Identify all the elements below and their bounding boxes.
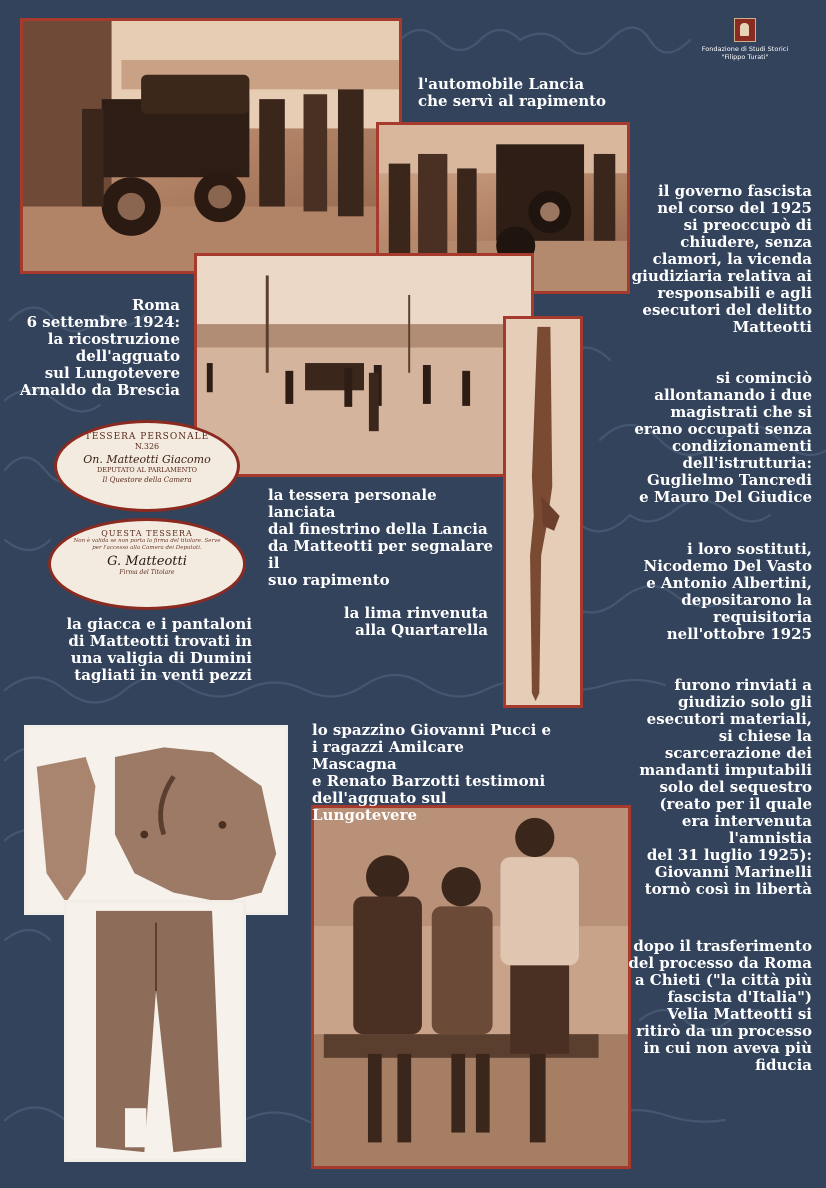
photo-lima-file bbox=[503, 316, 583, 708]
tessera-name: On. Matteotti Giacomo bbox=[83, 453, 211, 466]
caption-lancia-car: l'automobile Lancia che servì al rapimento bbox=[418, 75, 607, 110]
foundation-logo bbox=[690, 18, 800, 61]
tessera-number: N.326 bbox=[134, 442, 160, 451]
tessera-back-text: Non è valida se non porta la firma del titolare. Serve per l'accesso alla Camera dei Deputati. bbox=[73, 538, 221, 551]
logo-line-2: "Filippo Turati" bbox=[721, 53, 769, 61]
caption-rome-reconstruction: Roma 6 settembre 1924: la ricostruzione dell'agguato sul Lungotevere Arnaldo da Brescia bbox=[19, 296, 180, 399]
tessera-signature: G. Matteotti bbox=[107, 554, 187, 569]
tessera-card bbox=[48, 420, 246, 610]
foundation-logo-icon bbox=[734, 18, 756, 42]
photo-witnesses bbox=[311, 805, 631, 1169]
narrative-paragraph-3: i loro sostituti, Nicodemo Del Vasto e Antonio Albertini, depositarono la requisitoria nell'ottobre 1925 bbox=[643, 540, 812, 643]
photo-trousers bbox=[64, 900, 246, 1162]
caption-tessera: la tessera personale lanciata dal finestrino della Lancia da Matteotti per segnalare il suo rapimento bbox=[268, 486, 494, 589]
tessera-title: TESSERA PERSONALE bbox=[84, 432, 210, 442]
caption-lima: la lima rinvenuta alla Quartarella bbox=[343, 604, 488, 639]
tessera-back bbox=[48, 518, 246, 610]
caption-witnesses: lo spazzino Giovanni Pucci e i ragazzi Amilcare Mascagna e Renato Barzotti testimoni dell'agguato sul Lungotevere bbox=[312, 721, 552, 824]
tessera-back-title: QUESTA TESSERA bbox=[101, 529, 193, 538]
tessera-front bbox=[54, 420, 240, 512]
photo-jacket bbox=[24, 725, 288, 915]
tessera-sign-label: Firma del Titolare bbox=[119, 569, 175, 576]
caption-jacket-trousers: la giacca e i pantaloni di Matteotti trovati in una valigia di Dumini tagliati in venti pezzi bbox=[66, 615, 252, 684]
tessera-secretary: Il Questore della Camera bbox=[102, 476, 192, 484]
logo-line-1: Fondazione di Studi Storici bbox=[701, 45, 789, 53]
tessera-role: DEPUTATO AL PARLAMENTO bbox=[97, 466, 197, 474]
photo-lancia-car-front bbox=[20, 18, 402, 274]
narrative-paragraph-2: si cominciò allontanando i due magistrati che si erano occupati senza condizionamenti dell'istrutturia: Guglielmo Tancredi e Mauro Del Giudice bbox=[634, 369, 812, 506]
narrative-paragraph-5: dopo il trasferimento del processo da Roma a Chieti ("la città più fascista d'Italia") Velia Matteotti si ritirò da un processo in cui non aveva più fiducia bbox=[628, 937, 812, 1074]
narrative-paragraph-1: il governo fascista nel corso del 1925 si preoccupò di chiudere, senza clamori, la vicenda giudiziaria relativa ai responsabili e agli esecutori del delitto Matteotti bbox=[631, 182, 812, 336]
narrative-paragraph-4: furono rinviati a giudizio solo gli esecutori materiali, si chiese la scarcerazione dei mandanti imputabili solo del sequestro (reato per il quale era intervenuta l'amnistia del 31 luglio 1925): Giovanni Marinelli tornò così in libertà bbox=[639, 676, 812, 898]
